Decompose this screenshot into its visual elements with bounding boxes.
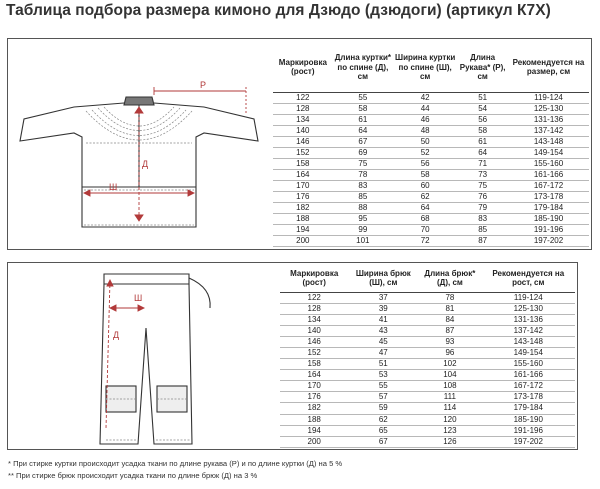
table-cell: 140 [273,125,333,136]
table-cell: 164 [273,169,333,180]
table-cell: 188 [280,414,348,425]
table-cell: 56 [393,158,457,169]
column-header: Ширина брюк (Ш), см [348,265,418,292]
table-cell: 108 [418,381,481,392]
table-cell: 155-160 [482,359,575,370]
table-header-row [273,43,589,92]
table-cell: 111 [418,392,481,403]
table-row [273,225,589,236]
table-cell: 101 [333,236,393,247]
table-cell: 137-142 [482,325,575,336]
table-cell: 85 [333,191,393,202]
table-row [273,147,589,158]
table-cell: 83 [457,214,508,225]
jacket-size-panel [7,38,592,250]
table-row [273,125,589,136]
table-row [273,114,589,125]
table-cell: 197-202 [482,436,575,447]
pants-diagram [14,268,274,448]
table-cell: 93 [418,336,481,347]
table-cell: 76 [457,191,508,202]
table-cell: 84 [418,314,481,325]
table-row [280,392,575,403]
table-row [273,236,589,247]
table-cell: 65 [348,425,418,436]
table-cell: 125-130 [508,103,589,114]
table-cell: 161-166 [508,169,589,180]
table-cell: 134 [280,314,348,325]
table-cell: 158 [273,158,333,169]
table-cell: 185-190 [482,414,575,425]
table-cell: 146 [280,336,348,347]
table-cell: 58 [333,103,393,114]
column-header: Длина брюк* (Д), см [418,265,481,292]
table-cell: 200 [273,236,333,247]
column-header: Длина Рукава* (Р), см [457,43,508,92]
table-cell: 44 [393,103,457,114]
table-cell: 194 [273,225,333,236]
table-cell: 42 [393,92,457,103]
pants-outline [100,274,210,444]
pants-size-table [280,265,575,448]
table-cell: 131-136 [482,314,575,325]
table-cell: 60 [393,180,457,191]
table-cell: 45 [348,336,418,347]
table-row [280,425,575,436]
table-cell: 95 [333,214,393,225]
table-cell: 176 [273,191,333,202]
column-header: Маркировка (рост) [273,43,333,92]
table-row [280,359,575,370]
table-cell: 123 [418,425,481,436]
table-cell: 83 [333,180,393,191]
table-cell: 149-154 [482,347,575,358]
footnote-jacket-shrinkage: * При стирке куртки происходит усадка ткани по длине рукава (Р) и по длине куртки (Д) на 5 % [8,459,343,468]
table-row [273,180,589,191]
footnote-pants-shrinkage: ** При стирке брюк происходит усадка ткани по длине брюк (Д) на 3 % [8,471,258,480]
table-cell: 143-148 [482,336,575,347]
table-cell: 173-178 [482,392,575,403]
table-cell: 53 [348,370,418,381]
table-cell: 81 [418,303,481,314]
table-cell: 128 [280,303,348,314]
table-cell: 51 [348,359,418,370]
table-cell: 158 [280,359,348,370]
table-cell: 47 [348,347,418,358]
table-cell: 182 [280,403,348,414]
table-cell: 140 [280,325,348,336]
table-row [280,292,575,303]
table-cell: 122 [280,292,348,303]
table-row [273,136,589,147]
table-cell: 56 [457,114,508,125]
table-cell: 58 [457,125,508,136]
table-cell: 128 [273,103,333,114]
table-cell: 167-172 [508,180,589,191]
table-cell: 146 [273,136,333,147]
table-row [280,403,575,414]
table-cell: 149-154 [508,147,589,158]
table-row [280,325,575,336]
table-cell: 72 [393,236,457,247]
table-row [280,303,575,314]
table-cell: 48 [393,125,457,136]
table-cell: 58 [393,169,457,180]
table-cell: 188 [273,214,333,225]
table-cell: 134 [273,114,333,125]
table-cell: 73 [457,169,508,180]
jacket-size-table [273,43,589,247]
table-cell: 67 [348,436,418,447]
table-cell: 61 [457,136,508,147]
table-cell: 102 [418,359,481,370]
table-cell: 197-202 [508,236,589,247]
pants-size-panel [7,262,578,450]
table-cell: 125-130 [482,303,575,314]
table-row [280,436,575,447]
table-row [273,103,589,114]
table-cell: 152 [273,147,333,158]
table-row [273,191,589,202]
table-row [280,347,575,358]
table-cell: 137-142 [508,125,589,136]
table-cell: 78 [333,169,393,180]
table-cell: 173-178 [508,191,589,202]
table-cell: 64 [393,202,457,213]
length-label: Д [113,330,120,340]
table-cell: 114 [418,403,481,414]
table-row [273,214,589,225]
table-cell: 78 [418,292,481,303]
table-cell: 50 [393,136,457,147]
table-cell: 61 [333,114,393,125]
table-cell: 88 [333,202,393,213]
table-cell: 104 [418,370,481,381]
table-cell: 161-166 [482,370,575,381]
table-row [273,169,589,180]
pants-drawstring [189,278,210,308]
table-cell: 126 [418,436,481,447]
table-cell: 64 [457,147,508,158]
table-cell: 59 [348,403,418,414]
column-header: Ширина куртки по спине (Ш), см [393,43,457,92]
table-cell: 87 [418,325,481,336]
width-label: Ш [134,293,143,303]
jacket-table-body [273,92,589,247]
table-cell: 43 [348,325,418,336]
table-cell: 182 [273,202,333,213]
column-header: Рекомендуется на рост, см [482,265,575,292]
table-cell: 87 [457,236,508,247]
table-cell: 96 [418,347,481,358]
table-row [273,158,589,169]
table-cell: 37 [348,292,418,303]
table-cell: 52 [393,147,457,158]
length-label: Д [142,159,149,169]
table-cell: 51 [457,92,508,103]
table-cell: 167-172 [482,381,575,392]
table-cell: 71 [457,158,508,169]
table-cell: 46 [393,114,457,125]
column-header: Маркировка (рост) [280,265,348,292]
table-cell: 194 [280,425,348,436]
table-cell: 75 [333,158,393,169]
table-cell: 85 [457,225,508,236]
table-cell: 179-184 [482,403,575,414]
table-cell: 79 [457,202,508,213]
table-cell: 75 [457,180,508,191]
footnotes [8,458,342,482]
width-label: Ш [109,182,118,192]
table-row [280,370,575,381]
table-row [280,336,575,347]
table-cell: 170 [280,381,348,392]
table-row [280,314,575,325]
table-cell: 57 [348,392,418,403]
table-cell: 200 [280,436,348,447]
table-cell: 131-136 [508,114,589,125]
table-cell: 143-148 [508,136,589,147]
jacket-measure-lines [84,87,246,221]
page-title: Таблица подбора размера кимоно для Дзюдо (дзюдоги) (артикул К7Х) [6,2,551,19]
table-cell: 55 [348,381,418,392]
table-cell: 39 [348,303,418,314]
pants-table-body [280,292,575,447]
column-header: Рекомендуется на размер, см [508,43,589,92]
table-row [280,381,575,392]
table-cell: 120 [418,414,481,425]
table-cell: 191-196 [482,425,575,436]
table-cell: 170 [273,180,333,191]
table-row [273,92,589,103]
table-cell: 67 [333,136,393,147]
table-cell: 191-196 [508,225,589,236]
table-cell: 70 [393,225,457,236]
table-cell: 55 [333,92,393,103]
table-row [273,202,589,213]
table-cell: 68 [393,214,457,225]
table-cell: 99 [333,225,393,236]
table-cell: 62 [393,191,457,202]
column-header: Длина куртки* по спине (Д), см [333,43,393,92]
table-cell: 119-124 [508,92,589,103]
pants-waistband [104,274,189,284]
sleeve-label: Р [200,80,207,90]
table-cell: 122 [273,92,333,103]
table-cell: 64 [333,125,393,136]
table-cell: 185-190 [508,214,589,225]
table-cell: 179-184 [508,202,589,213]
table-row [280,414,575,425]
jacket-collar [124,97,154,105]
table-header-row [280,265,575,292]
table-cell: 164 [280,370,348,381]
table-cell: 62 [348,414,418,425]
table-cell: 69 [333,147,393,158]
table-cell: 155-160 [508,158,589,169]
table-cell: 54 [457,103,508,114]
jacket-diagram [14,67,264,245]
table-cell: 119-124 [482,292,575,303]
table-cell: 41 [348,314,418,325]
table-cell: 152 [280,347,348,358]
table-cell: 176 [280,392,348,403]
